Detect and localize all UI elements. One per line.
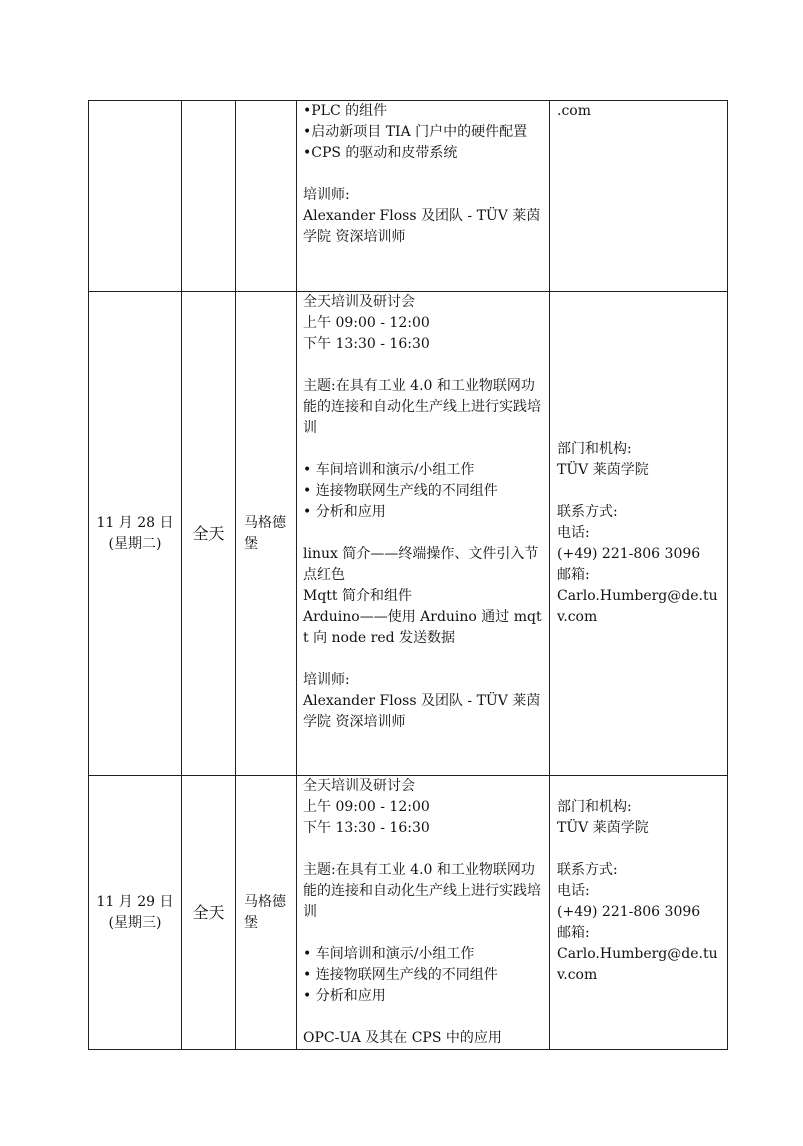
contact-line: TÜV 莱茵学院 bbox=[557, 462, 649, 478]
contact-line: .com bbox=[557, 103, 591, 119]
content-line: • 分析和应用 bbox=[303, 504, 386, 520]
content-line bbox=[303, 839, 545, 860]
content-line bbox=[303, 649, 545, 670]
contact-line bbox=[557, 839, 723, 860]
table-row bbox=[89, 292, 728, 776]
content-cell bbox=[297, 101, 550, 292]
content-line bbox=[303, 355, 545, 376]
content-line: 全天培训及研讨会 bbox=[303, 294, 415, 310]
city-text: 马格德堡 bbox=[244, 893, 286, 931]
contact-line: 电话: bbox=[557, 525, 590, 541]
training-schedule-table bbox=[88, 100, 728, 1050]
content-line bbox=[303, 1007, 545, 1028]
contact-cell bbox=[550, 101, 728, 292]
city-text: 马格德堡 bbox=[244, 514, 286, 552]
content-line: • 车间培训和演示/小组工作 bbox=[303, 462, 475, 478]
content-cell bbox=[297, 776, 550, 1050]
city-cell bbox=[236, 776, 297, 1050]
content-line: 下午 13:30 - 16:30 bbox=[303, 336, 430, 352]
content-line: OPC-UA 及其在 CPS 中的应用 bbox=[303, 1030, 502, 1046]
duration-cell bbox=[182, 292, 236, 776]
weekday-text: (星期二) bbox=[108, 535, 162, 552]
weekday-text: (星期三) bbox=[108, 914, 162, 931]
content-line bbox=[303, 923, 545, 944]
contact-line: 联系方式: bbox=[557, 504, 618, 520]
contact-cell bbox=[550, 292, 728, 776]
date-text: 11 月 29 日 bbox=[96, 893, 174, 910]
contact-line: Carlo.Humberg@de.tuv.com bbox=[557, 946, 718, 983]
contact-line: TÜV 莱茵学院 bbox=[557, 820, 649, 836]
content-line: Alexander Floss 及团队 - TÜV 莱茵学院 资深培训师 bbox=[303, 693, 541, 730]
contact-line: 电话: bbox=[557, 883, 590, 899]
content-line: • 车间培训和演示/小组工作 bbox=[303, 946, 475, 962]
contact-line: 联系方式: bbox=[557, 862, 618, 878]
content-line: 主题:在具有工业 4.0 和工业物联网功能的连接和自动化生产线上进行实践培训 bbox=[303, 862, 541, 920]
contact-line: (+49) 221-806 3096 bbox=[557, 904, 701, 920]
content-line: •启动新项目 TIA 门户中的硬件配置 bbox=[303, 124, 528, 140]
content-line: 上午 09:00 - 12:00 bbox=[303, 799, 430, 815]
content-line: Alexander Floss 及团队 - TÜV 莱茵学院 资深培训师 bbox=[303, 208, 541, 245]
duration-cell bbox=[182, 776, 236, 1050]
duration-cell bbox=[182, 101, 236, 292]
content-line bbox=[303, 523, 545, 544]
date-cell bbox=[89, 101, 182, 292]
content-line: 培训师: bbox=[303, 187, 350, 203]
contact-line: 部门和机构: bbox=[557, 441, 632, 457]
contact-line: 邮箱: bbox=[557, 925, 590, 941]
content-line: 培训师: bbox=[303, 672, 350, 688]
date-text: 11 月 28 日 bbox=[96, 514, 174, 531]
contact-line: Carlo.Humberg@de.tuv.com bbox=[557, 588, 718, 625]
content-line: 上午 09:00 - 12:00 bbox=[303, 315, 430, 331]
content-line: • 连接物联网生产线的不同组件 bbox=[303, 967, 498, 983]
date-text bbox=[89, 186, 181, 207]
content-line: •PLC 的组件 bbox=[303, 103, 388, 119]
content-line: 主题:在具有工业 4.0 和工业物联网功能的连接和自动化生产线上进行实践培训 bbox=[303, 378, 541, 436]
content-line: • 分析和应用 bbox=[303, 988, 386, 1004]
content-line: •CPS 的驱动和皮带系统 bbox=[303, 145, 458, 161]
content-line bbox=[303, 439, 545, 460]
content-line bbox=[303, 164, 545, 185]
city-cell bbox=[236, 292, 297, 776]
contact-line: (+49) 221-806 3096 bbox=[557, 546, 701, 562]
date-cell bbox=[89, 292, 182, 776]
duration-text: 全天 bbox=[192, 524, 225, 543]
table-row bbox=[89, 776, 728, 1050]
content-line: Arduino——使用 Arduino 通过 mqtt 向 node red 发送数据 bbox=[303, 609, 542, 646]
date-cell bbox=[89, 776, 182, 1050]
city-cell bbox=[236, 101, 297, 292]
content-line: Mqtt 简介和组件 bbox=[303, 588, 412, 604]
content-line: 全天培训及研讨会 bbox=[303, 778, 415, 794]
content-cell bbox=[297, 292, 550, 776]
contact-cell bbox=[550, 776, 728, 1050]
duration-text: 全天 bbox=[192, 903, 225, 922]
content-line: • 连接物联网生产线的不同组件 bbox=[303, 483, 498, 499]
content-line: linux 简介——终端操作、文件引入节点红色 bbox=[303, 546, 539, 583]
contact-line bbox=[557, 481, 723, 502]
contact-line: 部门和机构: bbox=[557, 799, 632, 815]
table-row bbox=[89, 101, 728, 292]
contact-line: 邮箱: bbox=[557, 567, 590, 583]
content-line: 下午 13:30 - 16:30 bbox=[303, 820, 430, 836]
